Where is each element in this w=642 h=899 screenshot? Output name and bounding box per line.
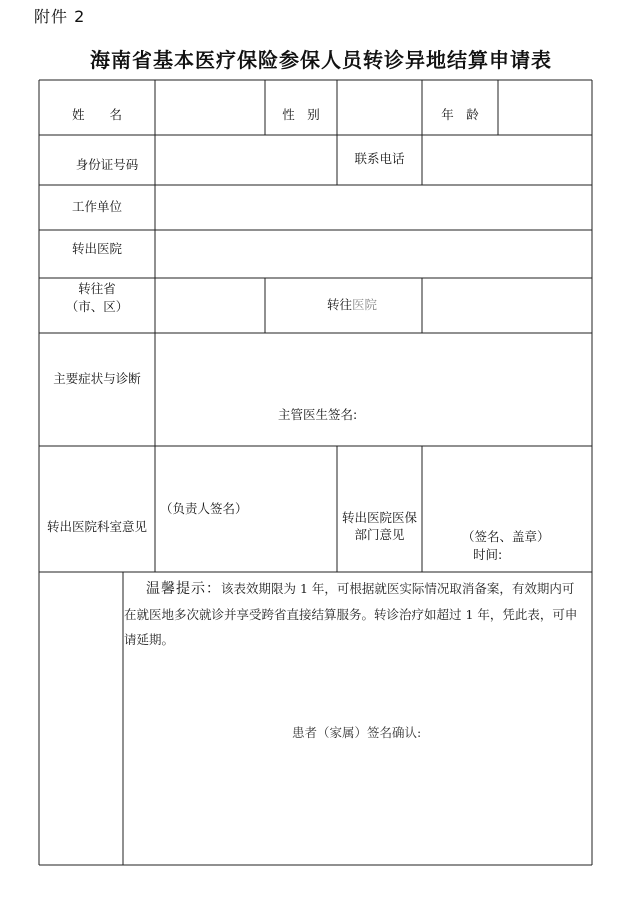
doctor-signature-label: 主管医生签名:: [278, 407, 358, 422]
seal-label: （签名、盖章）: [462, 529, 550, 544]
diagnosis-label: 主要症状与诊断: [53, 371, 141, 386]
gender-label: 性 别: [282, 107, 320, 122]
to-province-label: 转往省: [78, 281, 116, 296]
time-label: 时间:: [473, 547, 503, 562]
name-label: 姓 名: [71, 107, 122, 122]
phone-label: 联系电话: [354, 151, 405, 166]
attachment-label: 附件 2: [34, 7, 86, 26]
to-hospital-label-b: 医院: [352, 297, 378, 312]
to-hospital-label: [327, 296, 377, 314]
id-number-label: 身份证号码: [75, 157, 139, 172]
to-hospital-label-a: 转往: [327, 297, 353, 312]
insurance-dept-label: 转出医院医保: [341, 510, 417, 525]
notice-text: 该表效期限为 1 年，可根据就医实际情况取消备案，有效期内可在就医地多次就诊并享受跨省直接结算服务。转诊治疗如超过 1 年，凭此表，可申请延期。: [124, 581, 578, 647]
notice-lead: 温馨提示：: [146, 581, 221, 597]
notice-block: [124, 576, 586, 652]
employer-label: 工作单位: [71, 199, 122, 214]
form-title: 海南省基本医疗保险参保人员转诊异地结算申请表: [90, 48, 552, 72]
patient-signature-label: 患者（家属）签名确认:: [292, 725, 422, 740]
from-hospital-label: 转出医院: [71, 241, 122, 256]
to-province-sublabel: （市、区）: [65, 299, 129, 314]
dept-opinion-label: 转出医院科室意见: [46, 519, 147, 534]
head-signature-label: （负责人签名）: [160, 501, 248, 516]
age-label: 年 龄: [441, 107, 479, 122]
insurance-dept-sublabel: 部门意见: [354, 527, 405, 542]
